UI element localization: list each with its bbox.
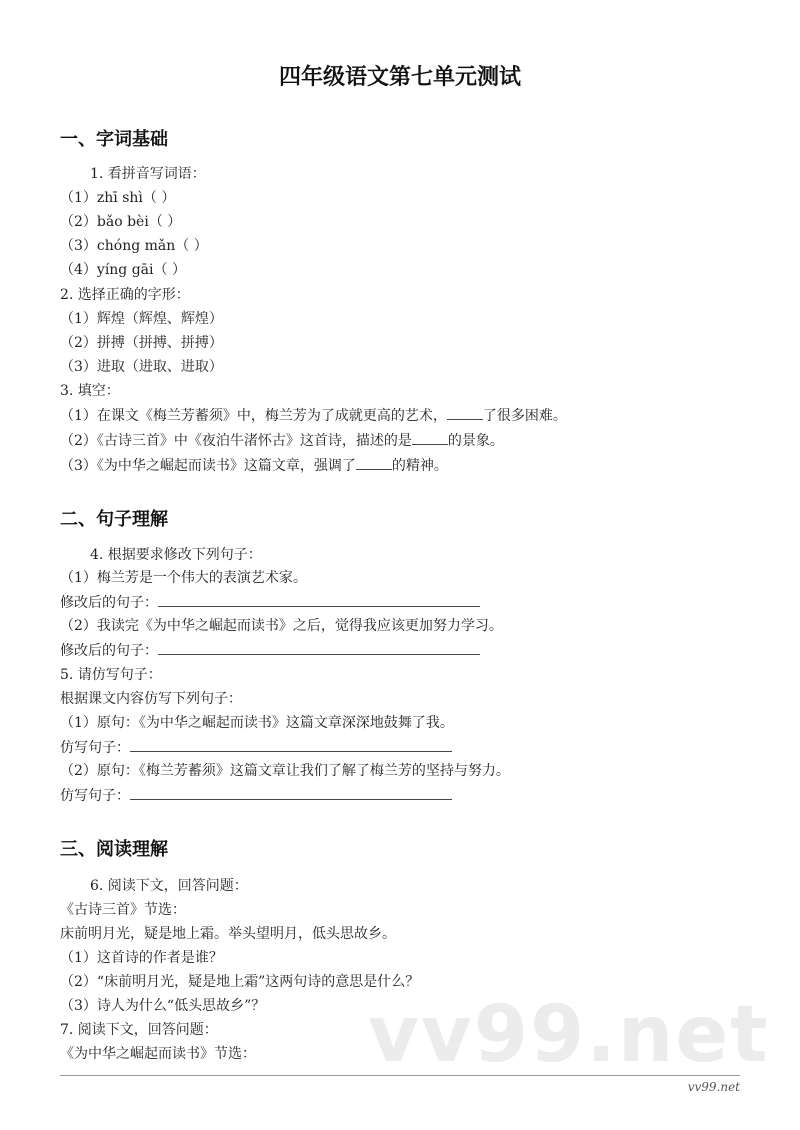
fill-text-after: 的景象。 [447,433,504,449]
question-4-answer-2 [60,640,480,661]
question-5-intro: 根据课文内容仿写下列句子： [60,691,242,707]
question-5-prompt: 5. 请仿写句子： [60,667,162,683]
question-6-item-1: （1）这首诗的作者是谁？ [60,950,223,966]
answer-label: 仿写句子： [60,740,130,756]
question-4-prompt: 4. 根据要求修改下列句子： [90,547,262,563]
question-1-prompt: 1. 看拼音写词语： [90,166,206,182]
footer-site: vv99.net [687,1080,740,1094]
fill-blank[interactable] [356,455,392,470]
answer-line[interactable] [130,737,452,752]
question-6-item-3: （3）诗人为什么“低头思故乡”？ [60,998,266,1014]
section-heading-3: 三、阅读理解 [60,839,168,860]
question-3-item-3 [60,455,448,476]
fill-text-before: （3）《为中华之崛起而读书》这篇文章，强调了 [60,458,356,474]
answer-label: 仿写句子： [60,788,130,804]
question-7-source: 《为中华之崛起而读书》节选： [60,1046,256,1062]
answer-label: 修改后的句子： [60,643,158,659]
footer-divider [60,1075,740,1076]
question-6-source: 《古诗三首》节选： [60,902,186,918]
fill-text-after: 的精神。 [391,458,448,474]
question-5-item-2: （2）原句：《梅兰芳蓄须》这篇文章让我们了解了梅兰芳的坚持与努力。 [60,763,510,779]
section-heading-2: 二、句子理解 [60,509,168,530]
question-2-prompt: 2. 选择正确的字形： [60,287,190,303]
question-7-prompt: 7. 阅读下文，回答问题： [60,1022,218,1038]
question-1-item-1: （1）zhī shì（ ） [60,190,176,206]
question-3-prompt: 3. 填空： [60,383,120,399]
answer-line[interactable] [158,640,480,655]
question-2-item-1: （1）辉煌（辉煌、辉煌） [60,311,223,327]
question-3-item-2 [60,430,504,451]
section-heading-1: 一、字词基础 [60,129,168,150]
fill-text-before: （2）《古诗三首》中《夜泊牛渚怀古》这首诗，描述的是 [60,433,412,449]
answer-line[interactable] [130,785,452,800]
question-4-item-2: （2）我读完《为中华之崛起而读书》之后，觉得我应该更加努力学习。 [60,618,503,634]
question-5-answer-2 [60,785,452,806]
question-5-item-1: （1）原句：《为中华之崛起而读书》这篇文章深深地鼓舞了我。 [60,715,454,731]
answer-label: 修改后的句子： [60,595,158,611]
answer-line[interactable] [158,592,480,607]
page-title: 四年级语文第七单元测试 [278,65,521,90]
question-1-item-3: （3）chóng mǎn（ ） [60,238,208,254]
question-2-item-3: （3）进取（进取、进取） [60,359,223,375]
question-4-answer-1 [60,592,480,613]
fill-text-before: （1）在课文《梅兰芳蓄须》中，梅兰芳为了成就更高的艺术， [60,408,447,424]
question-6-passage: 床前明月光，疑是地上霜。举头望明月，低头思故乡。 [60,926,396,942]
watermark: vv99.net [368,990,770,1080]
question-1-item-2: （2）bǎo bèi（ ） [60,214,182,230]
question-6-prompt: 6. 阅读下文，回答问题： [90,878,248,894]
question-4-item-1: （1）梅兰芳是一个伟大的表演艺术家。 [60,570,307,586]
question-2-item-2: （2）拼搏（拼搏、拼搏） [60,335,223,351]
fill-text-after: 了很多困难。 [482,408,567,424]
question-1-item-4: （4）yíng gāi（ ） [60,262,186,278]
question-5-answer-1 [60,737,452,758]
question-6-item-2: （2）“床前明月光，疑是地上霜”这两句诗的意思是什么？ [60,974,420,990]
question-3-item-1 [60,405,567,426]
fill-blank[interactable] [447,405,483,420]
fill-blank[interactable] [412,430,448,445]
